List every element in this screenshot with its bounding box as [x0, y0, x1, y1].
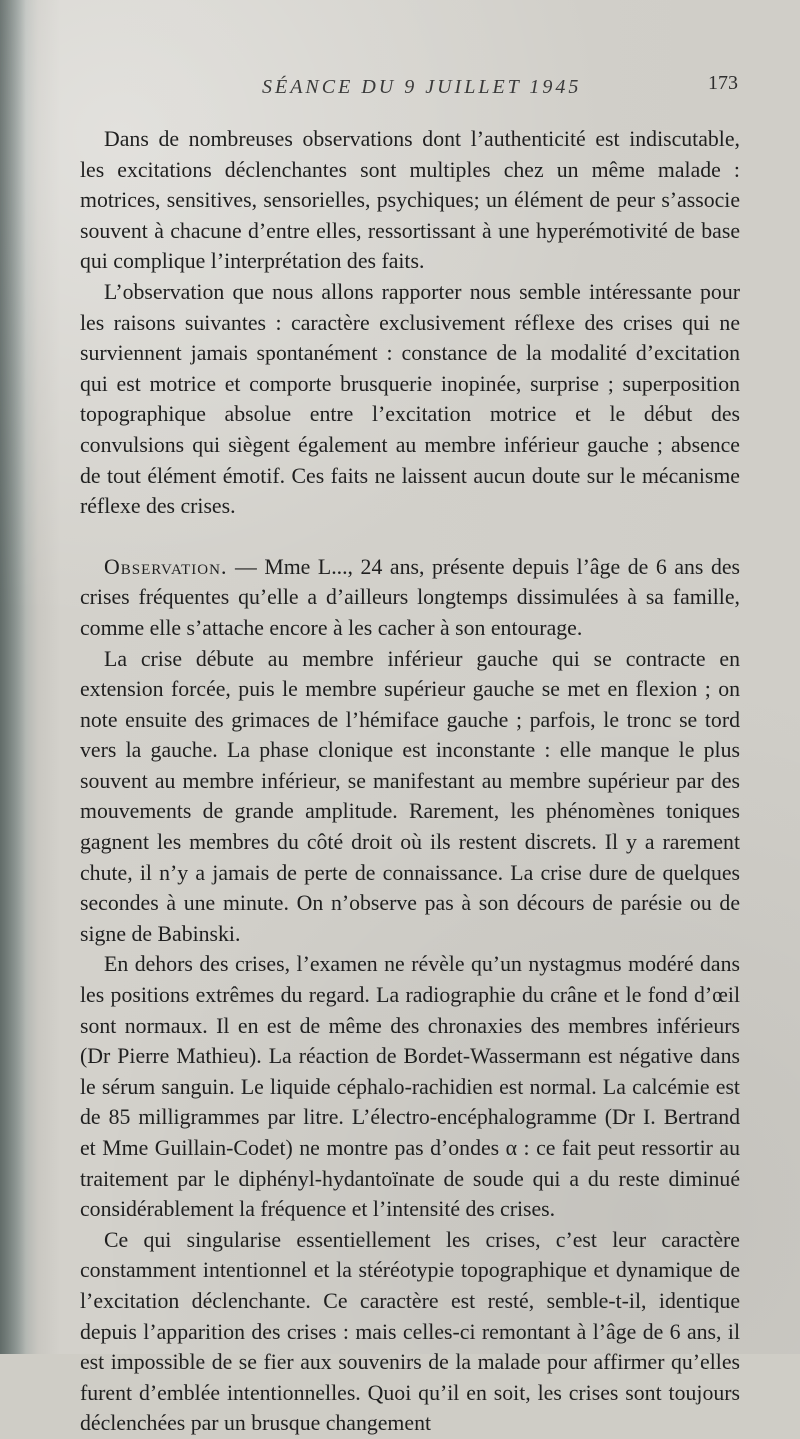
paragraph-5: En dehors des crises, l’examen ne révèle qu’un nystagmus modéré dans les positions extrêmes du regard. La radiographie du crâne et le fond d’œil sont normaux. Il en est de même des chronaxies des membres inférieurs (Dr Pierre Mathieu). La réaction de Bordet-Wassermann est négative dans le sérum sanguin. Le liquide céphalo-rachidien est normal. La calcémie est de 85 milligrammes par litre. L’électro-encéphalogramme (Dr I. Bertrand et Mme Guillain-Codet) ne montre pas d’ondes α : ce fait peut ressortir au traitement par le diphényl-hydantoïnate de soude qui a du reste diminué considérablement la fréquence et l’intensité des crises. — [80, 952, 740, 1222]
running-head: SÉANCE DU 9 JUILLET 1945 — [262, 76, 582, 98]
paragraph-1: Dans de nombreuses observations dont l’authenticité est indiscutable, les excitations déclenchantes sont multiples chez un même malade : motrices, sensitives, sensorielles, psychiques; un élément de peur s’associe souvent à chacune d’entre elles, ressortissant à une hyperémotivité de base qui complique l’interprétation des faits. — [80, 127, 740, 274]
observation-paragraph — [80, 552, 740, 644]
observation-text: — Mme L..., 24 ans, présente depuis l’âge de 6 ans des crises fréquentes qu’elle a d’ailleurs longtemps dissimulées à sa famille, comme elle s’attache encore à les cacher à son entourage. — [80, 554, 740, 640]
observation-label: Observation. — [104, 554, 228, 579]
body-text — [80, 124, 740, 1439]
paragraph-4: La crise débute au membre inférieur gauche qui se contracte en extension forcée, puis le membre supérieur gauche se met en flexion ; on note ensuite des grimaces de l’hémiface gauche ; parfois, le tronc se tord vers la gauche. La phase clonique est inconstante : elle manque le plus souvent au membre inférieur, se manifestant au membre supérieur par des mouvements de grande amplitude. Rarement, les phénomènes toniques gagnent les membres du côté droit où ils restent discrets. Il y a rarement chute, il n’y a jamais de perte de connaissance. La crise dure de quelques secondes à une minute. On n’observe pas à son décours de parésie ou de signe de Babinski. — [80, 646, 740, 946]
page-number: 173 — [708, 72, 738, 94]
paragraph-2: L’observation que nous allons rapporter nous semble intéressante pour les raisons suivantes : caractère exclusivement réflexe des crises qui ne surviennent jamais spontanément : constance de la modalité d’excitation qui est motrice et comporte brusquerie inopinée, surprise ; superposition topographique absolue entre l’excitation motrice et le début des convulsions qui siègent également au membre inférieur gauche ; absence de tout élément émotif. Ces faits ne laissent aucun doute sur le mécanisme réflexe des crises. — [80, 279, 740, 519]
paragraph-6: Ce qui singularise essentiellement les crises, c’est leur caractère constamment intentionnel et la stéréotypie topographique et dynamique de l’excitation déclenchante. Ce caractère est resté, semble-t-il, identique depuis l’apparition des crises : mais celles-ci remontant à l’âge de 6 ans, il est impossible de se fier aux souvenirs de la malade pour affirmer qu’elles furent d’emblée intentionnelles. Quoi qu’il en soit, les crises sont toujours déclenchées par un brusque changement — [80, 1227, 740, 1436]
